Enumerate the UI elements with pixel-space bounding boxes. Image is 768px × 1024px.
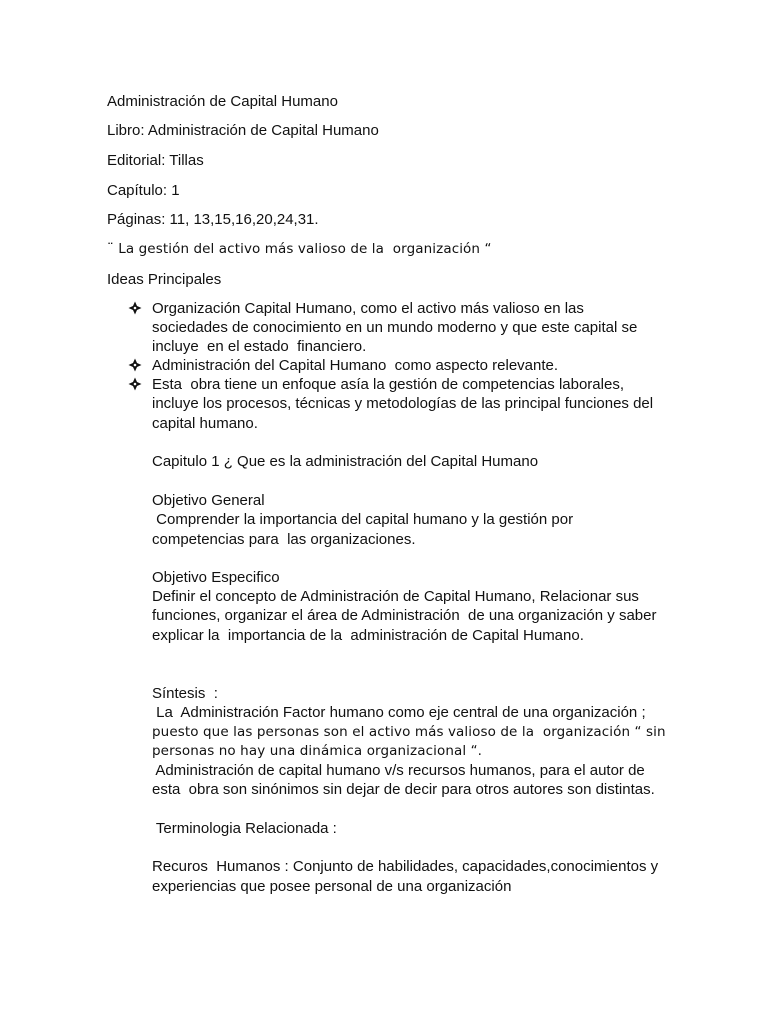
chapter-number-line: Capítulo: 1 [107, 182, 180, 199]
document-title: Administración de Capital Humano [107, 93, 338, 110]
publisher-line: Editorial: Tillas [107, 152, 204, 169]
general-objective-line-2: competencias para las organizaciones. [152, 531, 416, 548]
specific-objective-line-2: funciones, organizar el área de Administración de una organización y saber [152, 607, 657, 624]
terminology-line-1: Recuros Humanos : Conjunto de habilidades, capacidades,conocimientos y [152, 858, 659, 875]
chapter-title: Capitulo 1 ¿ Que es la administración del Capital Humano [152, 453, 539, 470]
idea-1-line-1: Organización Capital Humano, como el activo más valioso en las [152, 300, 584, 317]
synthesis-line-4: Administración de capital humano v/s recursos humanos, para el autor de [152, 762, 645, 779]
synthesis-line-1: La Administración Factor humano como eje central de una organización ; [152, 704, 646, 721]
diamond-bullet-icon [128, 301, 142, 315]
terminology-line-2: experiencias que posee personal de una organización [152, 878, 512, 895]
diamond-bullet-icon [128, 358, 142, 372]
synthesis-line-2: puesto que las personas son el activo más valioso de la organización “ sin [152, 724, 666, 740]
synthesis-heading: Síntesis : [152, 685, 218, 702]
idea-1-line-2: sociedades de conocimiento en un mundo moderno y que este capital se [152, 319, 638, 336]
general-objective-line-1: Comprender la importancia del capital humano y la gestión por [152, 511, 574, 528]
terminology-heading: Terminologia Relacionada : [152, 820, 337, 837]
synthesis-line-3: personas no hay una dinámica organizacional “. [152, 743, 483, 759]
idea-1-line-3: incluye en el estado financiero. [152, 338, 367, 355]
ideas-heading: Ideas Principales [107, 271, 222, 288]
book-line: Libro: Administración de Capital Humano [107, 122, 379, 139]
general-objective-heading: Objetivo General [152, 492, 265, 509]
synthesis-line-5: esta obra son sinónimos sin dejar de decir para otros autores son distintas. [152, 781, 655, 798]
specific-objective-heading: Objetivo Especifico [152, 569, 280, 586]
specific-objective-line-3: explicar la importancia de la administración de Capital Humano. [152, 627, 584, 644]
pages-line: Páginas: 11, 13,15,16,20,24,31. [107, 211, 319, 228]
idea-3-line-1: Esta obra tiene un enfoque asía la gestión de competencias laborales, [152, 376, 624, 393]
specific-objective-line-1: Definir el concepto de Administración de Capital Humano, Relacionar sus [152, 588, 639, 605]
idea-2-line-1: Administración del Capital Humano como aspecto relevante. [152, 357, 559, 374]
quote-line: ¨ La gestión del activo más valioso de la organización “ [107, 241, 492, 257]
diamond-bullet-icon [128, 377, 142, 391]
idea-3-line-3: capital humano. [152, 415, 258, 432]
idea-3-line-2: incluye los procesos, técnicas y metodologías de las principal funciones del [152, 395, 654, 412]
